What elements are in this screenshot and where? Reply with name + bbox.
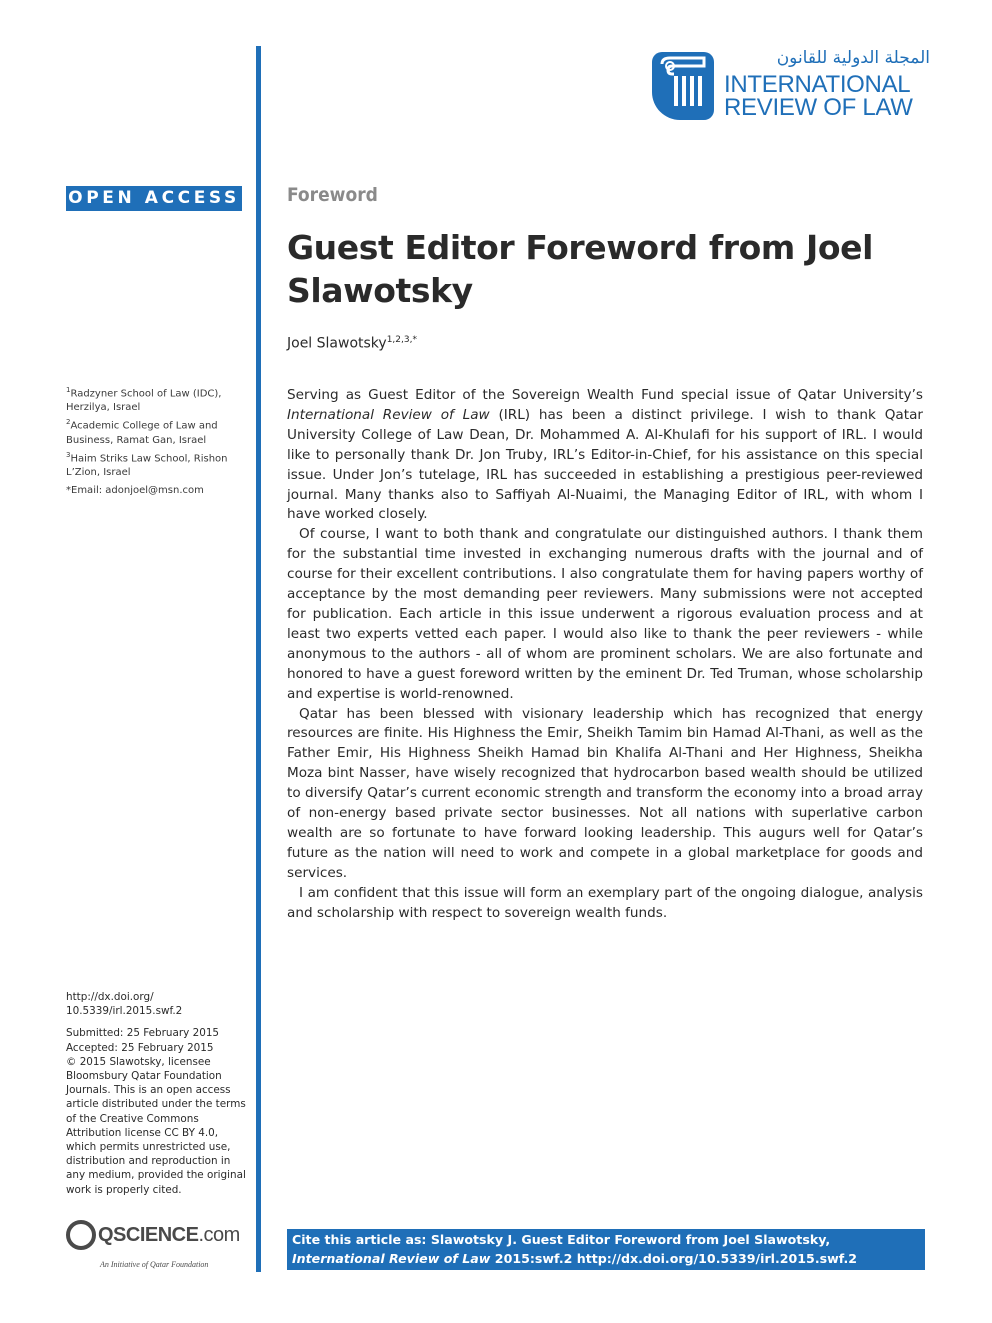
paragraph-4: I am confident that this issue will form an exemplary part of the ongoing dialogue, analysis and scholarship with respect to sovereign wealth funds. <box>287 884 923 921</box>
open-access-badge: OPEN ACCESS <box>66 186 242 211</box>
article-metadata <box>66 990 248 1197</box>
author-name: Joel Slawotsky <box>287 335 387 352</box>
section-label: Foreword <box>287 184 378 206</box>
affiliation-text: Haim Striks Law School, Rishon L’Zion, Israel <box>66 452 228 478</box>
qscience-logo[interactable] <box>66 1220 246 1272</box>
affiliations <box>66 383 246 498</box>
author-line <box>287 335 417 352</box>
author-superscript: 1,2,3,* <box>386 335 417 345</box>
affiliation-text: Academic College of Law and Business, Ramat Gan, Israel <box>66 420 218 446</box>
citation-box <box>287 1229 925 1270</box>
affiliation-number: 2 <box>66 418 71 427</box>
paragraph-text: (IRL) has been a distinct privilege. I wish to thank Qatar University College of Law Dean, Dr. Mohammed A. Al-Khulafi for his support of IRL. I would like to personally thank Dr. Jon Truby, IRL’s Editor-in-Chief, for his assistance on this special issue. Under Jon’s tutelage, IRL has succeeded in establishing a prestigious peer-reviewed journal. Many thanks also to Saffiyah Al-Nuaimi, the Managing Editor of IRL, with whom I have worked closely. <box>287 406 923 523</box>
qscience-circle-icon <box>66 1220 96 1250</box>
journal-name-line1: INTERNATIONAL <box>724 71 911 98</box>
qscience-suffix: .com <box>198 1224 240 1246</box>
doi-line: http://dx.doi.org/ <box>66 991 154 1003</box>
journal-name-arabic: المجلة الدولية للقانون <box>776 48 930 68</box>
affiliation-number: 1 <box>66 386 71 394</box>
license-text: © 2015 Slawotsky, licensee Bloomsbury Qatar Foundation Journals. This is an open access article distributed under the terms of the Creative Commons Attribution license CC BY 4.0, which permits unrestricted use, distribution and reproduction in any medium, provided the original work is properly cited. <box>66 1055 246 1196</box>
accepted-date: Accepted: 25 February 2015 <box>66 1041 214 1054</box>
affiliation-text: Radzyner School of Law (IDC), Herzilya, Israel <box>66 388 222 414</box>
citation-journal: International Review of Law <box>292 1251 491 1266</box>
affiliation-3 <box>66 448 246 480</box>
paragraph-1 <box>287 386 923 525</box>
affiliation-number: 3 <box>66 450 71 459</box>
qscience-tagline: An Initiative of Qatar Foundation <box>100 1260 209 1269</box>
author-email[interactable]: *Email: adonjoel@msn.com <box>66 484 204 496</box>
affiliation-1 <box>66 383 246 415</box>
qscience-name: QSCIENCE <box>98 1224 199 1246</box>
citation-doi-link[interactable]: http://dx.doi.org/10.5339/irl.2015.swf.2 <box>576 1251 858 1266</box>
journal-name-italic: International Review of Law <box>287 406 490 423</box>
affiliation-2 <box>66 415 246 447</box>
article-title: Guest Editor Foreword from Joel Slawotsky <box>287 228 874 310</box>
column-logo-icon <box>652 52 714 120</box>
paragraph-3: Qatar has been blessed with visionary leadership which has recognized that energy resources are finite. His Highness the Emir, Sheikh Tamim bin Hamad Al-Thani, as well as the Father Emir, His Highness Sheikh Hamad bin Khalifa Al-Thani and Her Highness, Sheikha Moza bint Nasser, have wisely recognized that hydrocarbon based wealth should be utilized to diversify Qatar’s current economic strength and transform the economy into a broad array of non-energy based private sector businesses. Not all nations with superlative carbon wealth are so fortunate to have forward looking leadership. This augurs well for Qatar’s future as the nation will need to work and compete in a global marketplace for goods and services. <box>287 705 923 881</box>
journal-logo <box>652 50 932 122</box>
article-body <box>287 386 923 923</box>
vertical-divider <box>256 46 261 1272</box>
doi-link[interactable] <box>66 990 248 1018</box>
paragraph-2: Of course, I want to both thank and congratulate our distinguished authors. I thank them for the substantial time invested in exchanging numerous drafts with the journal and of course for their excellent contributions. I also congratulate them for having papers worthy of acceptance by the most demanding peer reviewers. Many submissions were not accepted for publication. Each article in this issue underwent a rigorous evaluation process and at least two experts vetted each paper. I would also like to thank the peer reviewers - while anonymous to the authors - all of whom are prominent scholars. We are also fortunate and honored to have a guest foreword written by the eminent Dr. Ted Truman, whose scholarship and expertise is world-renowned. <box>287 526 923 702</box>
submitted-date: Submitted: 25 February 2015 <box>66 1027 220 1040</box>
journal-name-line2: REVIEW OF LAW <box>724 94 913 121</box>
paragraph-text: Serving as Guest Editor of the Sovereign Wealth Fund special issue of Qatar University’s <box>287 387 923 403</box>
citation-issue: 2015:swf.2 <box>490 1251 577 1266</box>
doi-line: 10.5339/irl.2015.swf.2 <box>66 1005 183 1018</box>
qscience-wordmark <box>98 1224 240 1247</box>
citation-prefix: Cite this article as: Slawotsky J. Guest Editor Foreword from Joel Slawotsky, <box>292 1232 831 1247</box>
